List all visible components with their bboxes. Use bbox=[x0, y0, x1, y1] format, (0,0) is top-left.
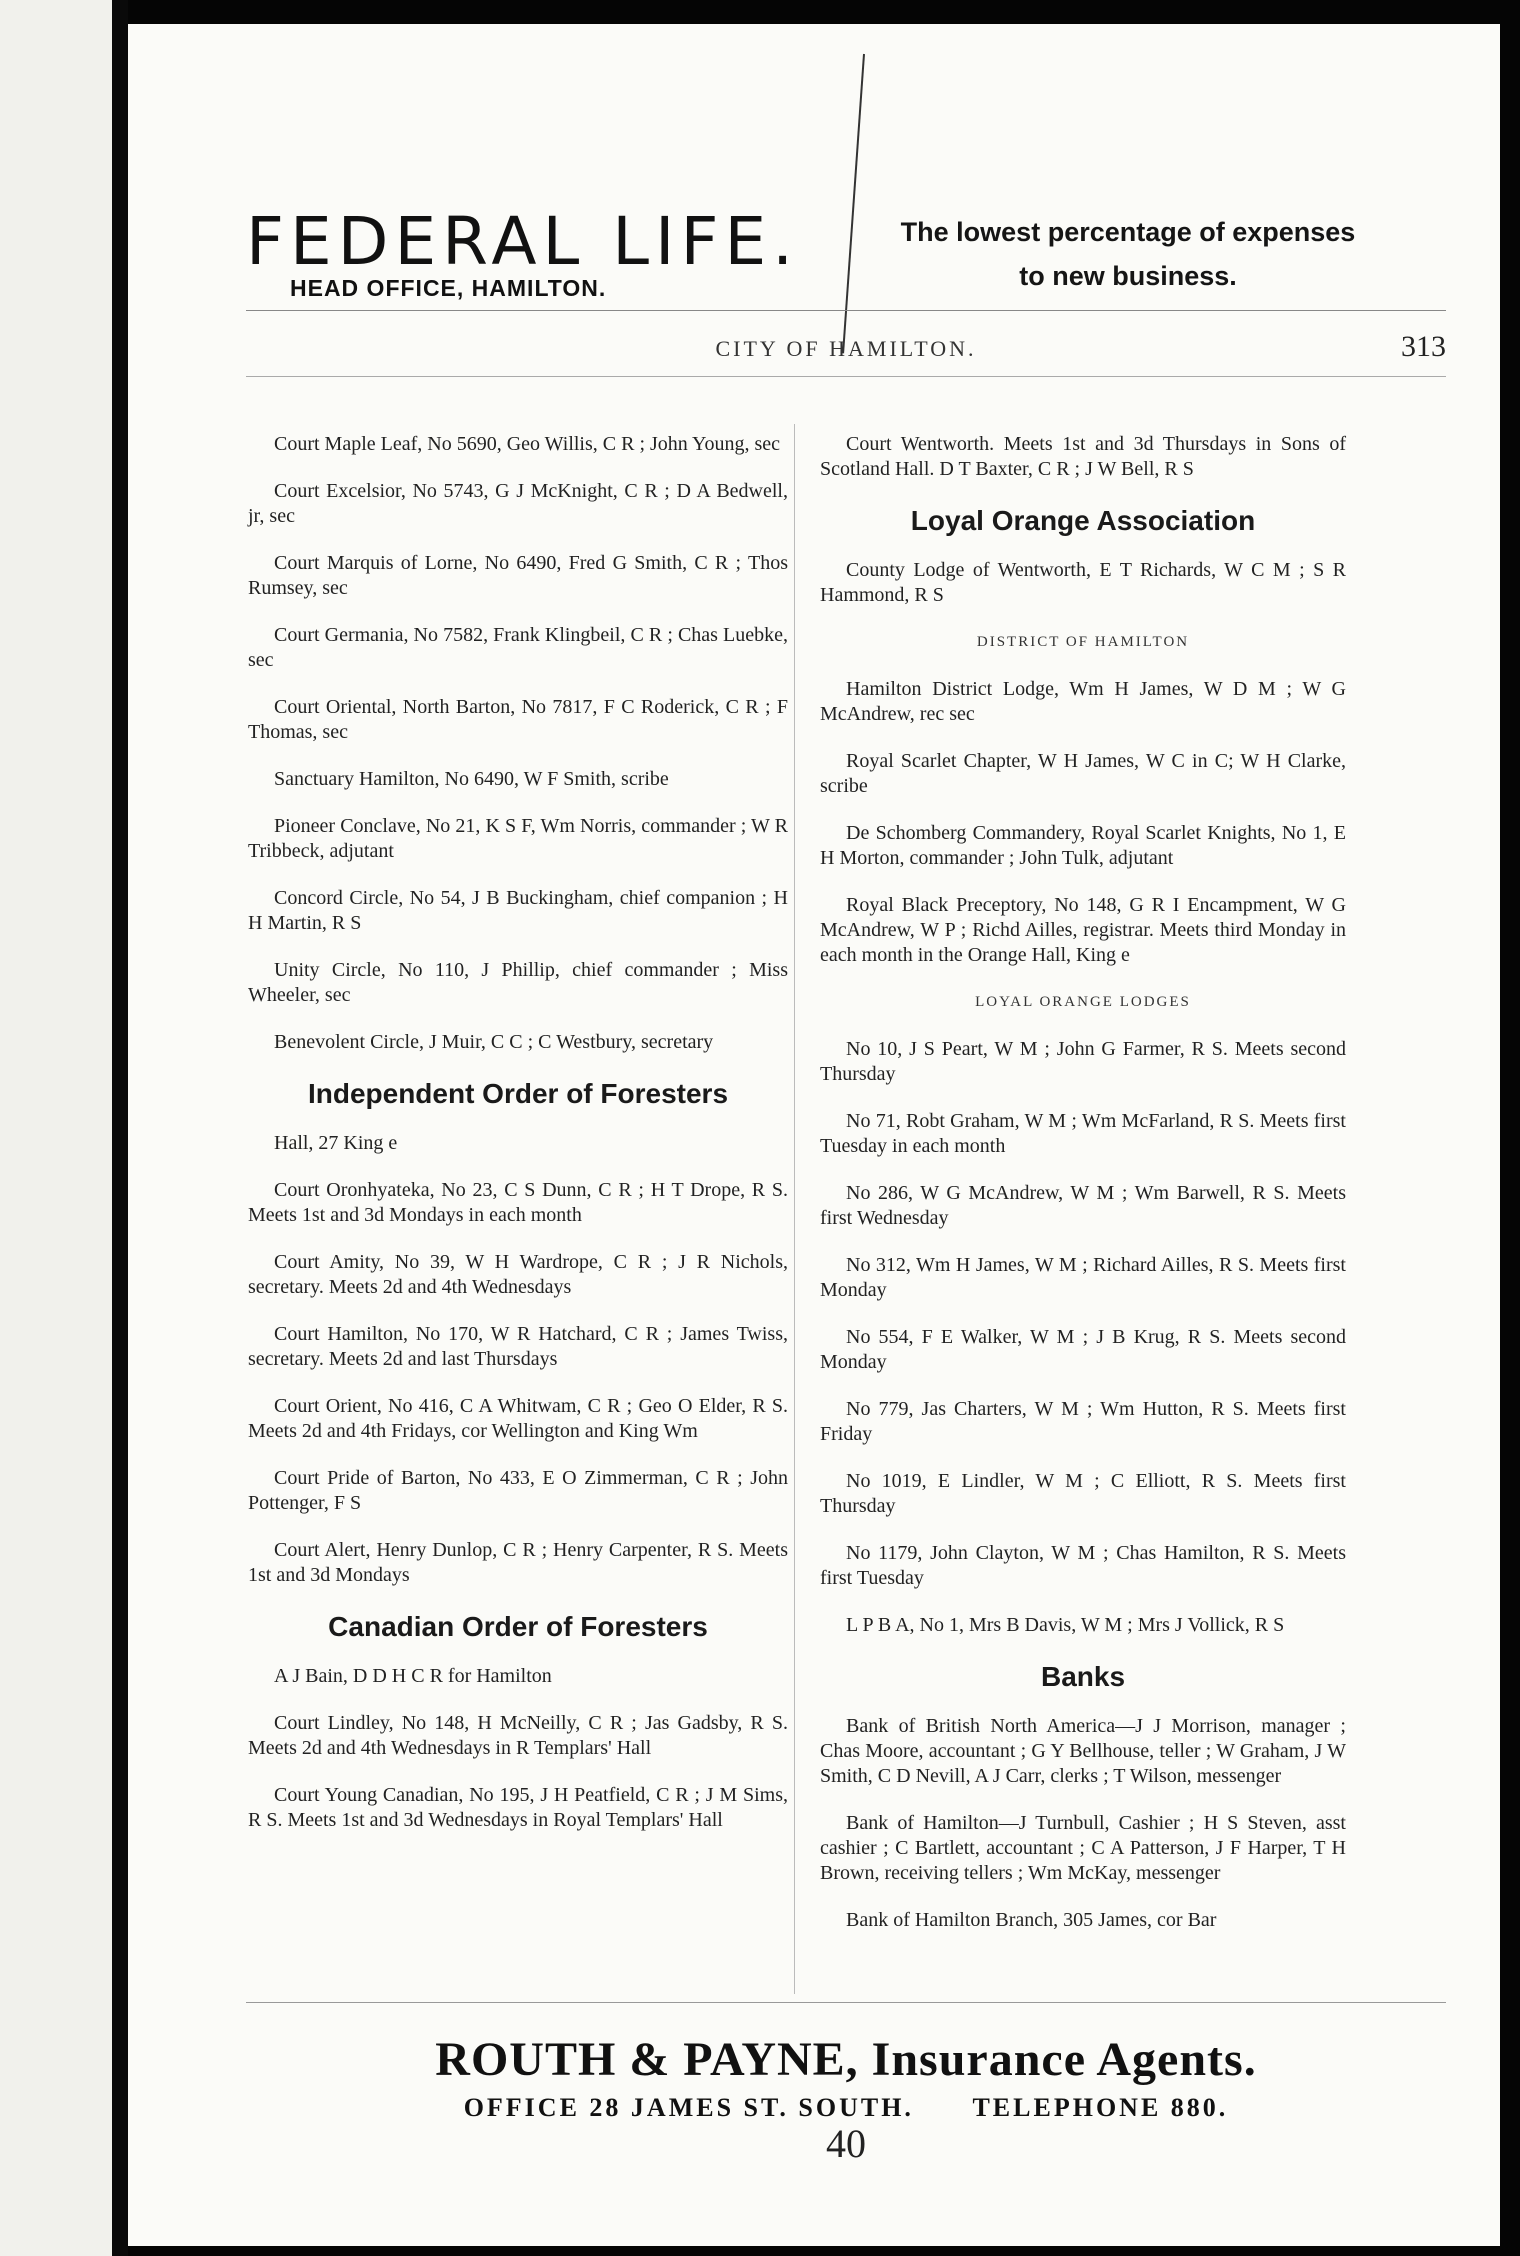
page-number: 313 bbox=[1401, 330, 1446, 363]
list-item: Court Hamilton, No 170, W R Hatchard, C R ; James Twiss, secretary. Meets 2d and last Thursdays bbox=[248, 1323, 788, 1370]
list-item: Court Maple Leaf, No 5690, Geo Willis, C R ; John Young, sec bbox=[274, 433, 781, 455]
routh-payne-title: ROUTH & PAYNE, Insurance Agents. bbox=[435, 2033, 1257, 2086]
federal-life-slogan bbox=[788, 210, 1468, 298]
list-item: Court Lindley, No 148, H McNeilly, C R ; Jas Gadsby, R S. Meets 2d and 4th Wednesdays in R Templars' Hall bbox=[248, 1712, 788, 1759]
left-entries-a bbox=[248, 432, 788, 1055]
right-entries-b bbox=[820, 558, 1346, 608]
list-item: L P B A, No 1, Mrs B Davis, W M ; Mrs J Vollick, R S bbox=[846, 1614, 1285, 1636]
list-item: Court Marquis of Lorne, No 6490, Fred G Smith, C R ; Thos Rumsey, sec bbox=[248, 552, 788, 599]
list-item: Pioneer Conclave, No 21, K S F, Wm Norris, commander ; W R Tribbeck, adjutant bbox=[248, 815, 788, 862]
list-item: Court Young Canadian, No 195, J H Peatfield, C R ; J M Sims, R S. Meets 1st and 3d Wednesdays in Royal Templars' Hall bbox=[248, 1784, 788, 1831]
book-gutter bbox=[112, 0, 128, 2256]
adjacent-page-edge bbox=[0, 0, 112, 2256]
slogan-line-2: to new business. bbox=[1019, 261, 1237, 291]
page-tear-mark bbox=[842, 54, 865, 353]
list-item: Court Oronhyateka, No 23, C S Dunn, C R ; H T Drope, R S. Meets 1st and 3d Mondays in each month bbox=[248, 1179, 788, 1226]
folio-number: 40 bbox=[826, 2121, 866, 2166]
running-title: CITY OF HAMILTON. bbox=[715, 336, 977, 361]
list-item: Concord Circle, No 54, J B Buckingham, chief companion ; H H Martin, R S bbox=[248, 887, 788, 934]
right-entries-a bbox=[820, 432, 1346, 482]
left-entries-b bbox=[248, 1131, 788, 1588]
left-column bbox=[248, 432, 788, 1855]
running-head bbox=[246, 330, 1446, 370]
federal-life-ad bbox=[246, 203, 856, 302]
list-item: Court Oriental, North Barton, No 7817, F C Roderick, C R ; F Thomas, sec bbox=[248, 696, 788, 743]
list-item: Bank of Hamilton Branch, 305 James, cor Bar bbox=[846, 1909, 1217, 1931]
list-item: County Lodge of Wentworth, E T Richards, W C M ; S R Hammond, R S bbox=[820, 559, 1346, 606]
list-item: Court Amity, No 39, W H Wardrope, C R ; J R Nichols, secretary. Meets 2d and 4th Wednesdays bbox=[248, 1251, 788, 1298]
routh-payne-ad bbox=[246, 2032, 1446, 2124]
list-item: No 554, F E Walker, W M ; J B Krug, R S. Meets second Monday bbox=[820, 1326, 1346, 1373]
list-item: Bank of British North America—J J Morrison, manager ; Chas Moore, accountant ; G Y Bellhouse, teller ; W Graham, J W Smith, C D Nevill, A J Carr, clerks ; T Wilson, messenger bbox=[820, 1715, 1346, 1787]
section-heading-iof: Independent Order of Foresters bbox=[307, 1078, 729, 1109]
section-heading-cof: Canadian Order of Foresters bbox=[328, 1611, 708, 1642]
list-item: Court Wentworth. Meets 1st and 3d Thursdays in Sons of Scotland Hall. D T Baxter, C R ; J W Bell, R S bbox=[820, 433, 1346, 480]
list-item: Hamilton District Lodge, Wm H James, W D M ; W G McAndrew, rec sec bbox=[820, 678, 1346, 725]
list-item: No 71, Robt Graham, W M ; Wm McFarland, R S. Meets first Tuesday in each month bbox=[820, 1110, 1346, 1157]
right-column bbox=[820, 432, 1346, 1955]
list-item: No 312, Wm H James, W M ; Richard Ailles, R S. Meets first Monday bbox=[820, 1254, 1346, 1301]
list-item: A J Bain, D D H C R for Hamilton bbox=[274, 1665, 552, 1687]
right-entries-e bbox=[820, 1714, 1346, 1933]
list-item: Unity Circle, No 110, J Phillip, chief commander ; Miss Wheeler, sec bbox=[248, 959, 788, 1006]
footer-rule bbox=[246, 2002, 1446, 2003]
right-entries-c bbox=[820, 677, 1346, 968]
routh-payne-telephone: TELEPHONE 880. bbox=[972, 2093, 1229, 2122]
list-item: No 10, J S Peart, W M ; John G Farmer, R S. Meets second Thursday bbox=[820, 1038, 1346, 1085]
list-item: No 1019, E Lindler, W M ; C Elliott, R S. Meets first Thursday bbox=[820, 1470, 1346, 1517]
list-item: Royal Scarlet Chapter, W H James, W C in C; W H Clarke, scribe bbox=[820, 750, 1346, 797]
subheading-lodges: LOYAL ORANGE LODGES bbox=[975, 994, 1191, 1010]
federal-life-office: HEAD OFFICE, HAMILTON. bbox=[290, 275, 607, 301]
list-item: Benevolent Circle, J Muir, C C ; C Westbury, secretary bbox=[274, 1031, 714, 1053]
list-item: Court Germania, No 7582, Frank Klingbeil, C R ; Chas Luebke, sec bbox=[248, 624, 788, 671]
subheading-district: DISTRICT OF HAMILTON bbox=[976, 634, 1190, 650]
list-item: No 286, W G McAndrew, W M ; Wm Barwell, R S. Meets first Wednesday bbox=[820, 1182, 1346, 1229]
right-entries-d bbox=[820, 1037, 1346, 1638]
list-item: Court Orient, No 416, C A Whitwam, C R ; Geo O Elder, R S. Meets 2d and 4th Fridays, cor Wellington and King Wm bbox=[248, 1395, 788, 1442]
list-item: Bank of Hamilton—J Turnbull, Cashier ; H S Steven, asst cashier ; C Bartlett, accountant ; C A Patterson, J F Harper, T H Brown, receiving tellers ; Wm McKay, messenger bbox=[820, 1812, 1346, 1884]
list-item: Sanctuary Hamilton, No 6490, W F Smith, scribe bbox=[274, 768, 669, 790]
section-heading-banks: Banks bbox=[1040, 1661, 1126, 1692]
directory-page bbox=[128, 24, 1500, 2246]
list-item: Hall, 27 King e bbox=[274, 1132, 398, 1154]
list-item: Court Alert, Henry Dunlop, C R ; Henry Carpenter, R S. Meets 1st and 3d Mondays bbox=[248, 1539, 788, 1586]
list-item: Court Excelsior, No 5743, G J McKnight, C R ; D A Bedwell, jr, sec bbox=[248, 480, 788, 527]
running-head-rule bbox=[246, 376, 1446, 377]
federal-life-brand: FEDERAL LIFE. bbox=[246, 203, 800, 280]
list-item: Royal Black Preceptory, No 148, G R I Encampment, W G McAndrew, W P ; Richd Ailles, registrar. Meets third Monday in each month in the Orange Hall, King e bbox=[820, 894, 1346, 966]
list-item: Court Pride of Barton, No 433, E O Zimmerman, C R ; John Pottenger, F S bbox=[248, 1467, 788, 1514]
list-item: De Schomberg Commandery, Royal Scarlet Knights, No 1, E H Morton, commander ; John Tulk, adjutant bbox=[820, 822, 1346, 869]
routh-payne-office: OFFICE 28 JAMES ST. SOUTH. bbox=[463, 2093, 914, 2122]
list-item: No 779, Jas Charters, W M ; Wm Hutton, R S. Meets first Friday bbox=[820, 1398, 1346, 1445]
header-rule bbox=[246, 310, 1446, 311]
section-heading-loa: Loyal Orange Association bbox=[910, 505, 1256, 536]
column-divider bbox=[794, 424, 795, 1994]
left-entries-c bbox=[248, 1664, 788, 1833]
slogan-line-1: The lowest percentage of expenses bbox=[900, 217, 1356, 247]
list-item: No 1179, John Clayton, W M ; Chas Hamilton, R S. Meets first Tuesday bbox=[820, 1542, 1346, 1589]
